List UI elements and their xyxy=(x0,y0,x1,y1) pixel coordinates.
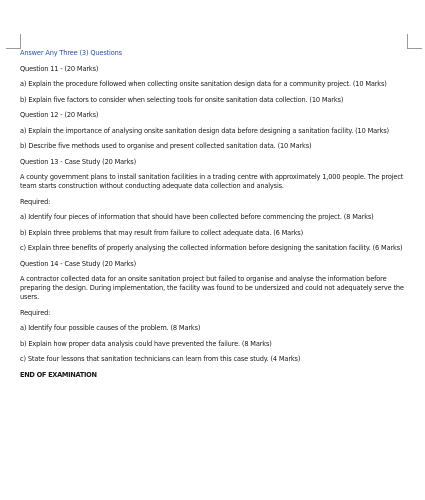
question-11 xyxy=(20,65,412,105)
corner-mark-right-vertical xyxy=(407,34,408,49)
question-part: b) Explain five factors to consider when selecting tools for onsite sanitation data collection. (10 Marks) xyxy=(20,95,344,104)
question-12 xyxy=(20,111,412,151)
question-part: a) Explain the procedure followed when collecting onsite sanitation design data for a community project. (10 Marks) xyxy=(20,80,387,88)
required-label: Required: xyxy=(20,197,51,206)
question-title: Question 14 - Case Study (20 Marks) xyxy=(20,259,136,268)
question-part: c) Explain three benefits of properly analysing the collected information before designing the sanitation facility. (6 Marks) xyxy=(20,244,403,252)
question-part: a) Identify four possible causes of the problem. (8 Marks) xyxy=(20,324,201,332)
question-part: b) Explain three problems that may result from failure to collect adequate data. (6 Marks) xyxy=(20,228,304,237)
question-part: a) Explain the importance of analysing onsite sanitation design data before designing a sanitation facility. (10 Marks) xyxy=(20,126,389,135)
case-study-text: A contractor collected data for an onsite sanitation project but failed to organise and analyse the information before preparing the design. During implementation, the facility was found to be undersized and could not adequately serve the users. xyxy=(20,275,404,301)
corner-mark-left-horizontal xyxy=(6,48,21,49)
required-label: Required: xyxy=(20,308,51,317)
question-part: b) Explain how proper data analysis could have prevented the failure. (8 Marks) xyxy=(20,339,272,348)
case-study-text: A county government plans to install sanitation facilities in a trading centre with approximately 1,000 people. The project team starts construction without conducting adequate data collection and analysis. xyxy=(20,173,404,190)
question-title: Question 13 - Case Study (20 Marks) xyxy=(20,157,136,166)
corner-mark-left-vertical xyxy=(20,34,21,49)
end-of-examination: END OF EXAMINATION xyxy=(20,370,97,379)
exam-page xyxy=(20,49,412,386)
question-title: Question 12 - (20 Marks) xyxy=(20,111,99,119)
question-part: b) Describe five methods used to organise and present collected sanitation data. (10 Marks) xyxy=(20,142,312,150)
question-14 xyxy=(20,260,412,365)
question-part: c) State four lessons that sanitation technicians can learn from this case study. (4 Marks) xyxy=(20,355,301,363)
question-part: a) Identify four pieces of information that should have been collected before commencing the project. (8 Marks) xyxy=(20,213,374,221)
question-title: Question 11 - (20 Marks) xyxy=(20,64,99,73)
question-13 xyxy=(20,158,412,254)
instructions-heading: Answer Any Three (3) Questions xyxy=(20,49,122,57)
